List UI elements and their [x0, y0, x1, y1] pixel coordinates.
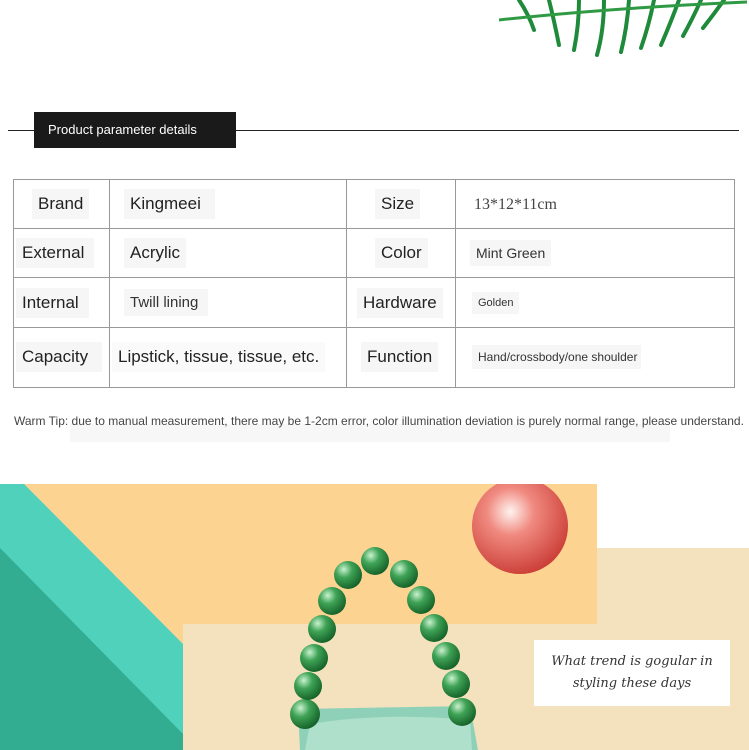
parameter-table: [13, 179, 735, 388]
param-value-hardware: Golden: [472, 292, 519, 314]
param-label-function: Function: [361, 342, 438, 372]
param-label-external: External: [16, 238, 94, 268]
warm-tip-text: Warm Tip: due to manual measurement, there may be 1-2cm error, color illumination deviation is purely normal range, please understand.: [14, 414, 744, 428]
param-label-color: Color: [375, 238, 428, 268]
param-value-capacity: Lipstick, tissue, tissue, etc.: [112, 342, 325, 372]
param-label-internal: Internal: [16, 288, 89, 318]
tagline-line-2: styling these days: [572, 676, 692, 691]
table-row: [14, 180, 735, 229]
param-value-function: Hand/crossbody/one shoulder: [472, 345, 641, 369]
palm-leaf-decoration: [489, 0, 749, 70]
section-title: Product parameter details: [34, 112, 236, 148]
param-value-color: Mint Green: [470, 240, 551, 266]
param-value-size: 13*12*11cm: [474, 196, 557, 214]
table-row: [14, 229, 735, 278]
param-label-hardware: Hardware: [357, 288, 443, 318]
param-label-capacity: Capacity: [16, 342, 102, 372]
product-banner-image: [0, 484, 749, 750]
table-row: [14, 278, 735, 327]
param-value-internal: Twill lining: [124, 289, 208, 316]
tagline-line-1: What trend is gogular in: [551, 654, 713, 669]
table-row: [14, 327, 735, 387]
param-label-size: Size: [375, 189, 420, 219]
param-value-brand: Kingmeei: [124, 189, 215, 219]
param-label-brand: Brand: [32, 189, 89, 219]
banner-tagline: [534, 640, 730, 706]
param-value-external: Acrylic: [124, 238, 186, 268]
